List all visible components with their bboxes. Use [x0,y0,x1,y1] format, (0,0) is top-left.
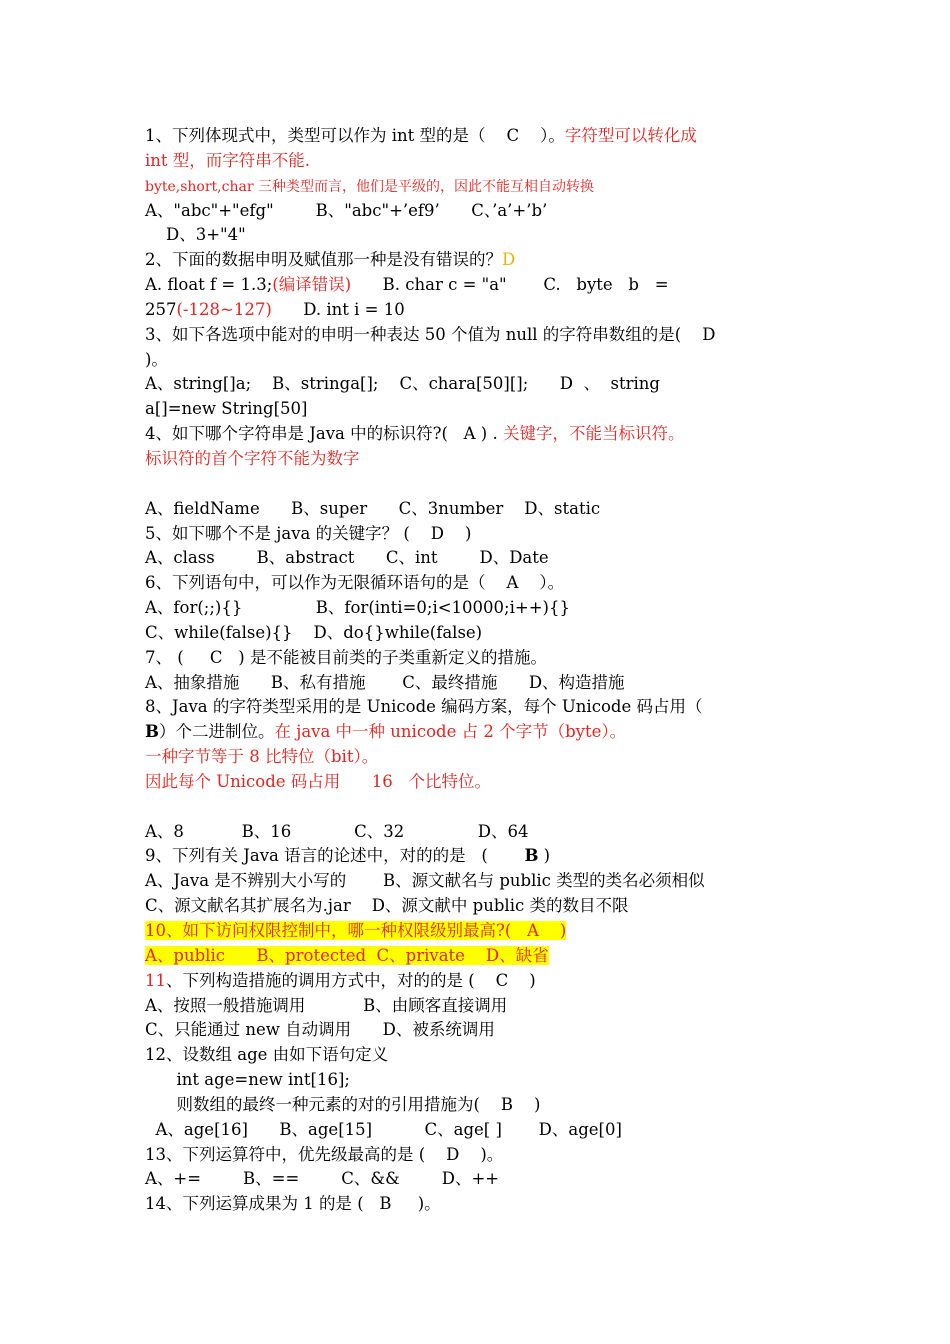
text-line [145,1143,810,1168]
text-segment: 一种字节等于 8 比特位（bit）。 [145,747,379,767]
text-line [145,844,810,869]
text-line [145,248,810,273]
text-segment: 5、如下哪个不是 java 的关键字？ ( D ) [145,523,472,543]
text-segment: D [502,250,516,270]
text-line [145,671,810,696]
text-line [145,497,810,522]
text-line [145,745,810,770]
text-segment: D、3+"4" [145,225,246,245]
text-segment: (编译错误) [272,275,352,295]
text-segment: A、Java 是不辨别大小写的 B、源文献名与 public 类型的类名必须相似 [145,871,705,891]
text-line [145,273,810,298]
text-segment: C、源文献名其扩展名为.jar D、源文献中 public 类的数目不限 [145,896,629,916]
text-line [145,646,810,671]
blank-line [145,795,810,820]
text-line [145,1192,810,1217]
text-line [145,1068,810,1093]
text-segment: A、抽象措施 B、私有措施 C、最终措施 D、构造措施 [145,672,625,692]
text-line [145,720,810,745]
text-segment: 7、 ( C ) 是不能被目前类的子类重新定义的措施。 [145,647,547,667]
text-line [145,944,810,969]
text-segment: 则数组的最终一种元素的对的引用措施为( B ) [145,1094,541,1114]
text-line [145,994,810,1019]
text-line [145,1043,810,1068]
text-line [145,298,810,323]
text-line [145,571,810,596]
text-segment: A、string[]a; B、stringa[]; C、chara[50][]; D 、 string [145,374,660,394]
text-segment: A、按照一般措施调用 B、由顾客直接调用 [145,995,508,1015]
text-line [145,894,810,919]
text-segment: C、只能通过 new 自动调用 D、被系统调用 [145,1020,495,1040]
text-segment: 6、下列语句中，可以作为无限循环语句的是（ A ）。 [145,573,565,593]
text-segment: 11 [145,970,166,990]
text-line [145,323,810,348]
text-line [145,596,810,621]
text-segment: A、"abc"+"efg" B、"abc"+’ef9’ C、’a’+’b’ [145,200,548,220]
text-segment: 字符型可以转化成 [564,126,697,145]
text-segment: 关键字，不能当标识符。 [502,424,685,444]
text-line [145,522,810,547]
text-segment: 13、下列运算符中，优先级最高的是 ( D )。 [145,1144,504,1164]
text-line [145,695,810,720]
text-line [145,348,810,373]
text-segment: B [524,846,539,866]
text-line [145,621,810,646]
text-segment: 12、设数组 age 由如下语句定义 [145,1045,389,1065]
text-segment: 9、下列有关 Java 语言的论述中，对的的是 ( [145,846,525,866]
text-segment: ) [538,846,551,866]
text-segment: (-128~127) [176,299,272,319]
text-segment: 10、如下访问权限控制中，哪一种权限级别最高?( A ) [145,921,567,940]
text-segment: )。 [145,349,168,369]
text-segment: ）个二进制位。 [158,722,275,742]
text-line [145,969,810,994]
text-segment: A、+= B、== C、&& D、++ [145,1169,500,1189]
text-segment: A、age[16] B、age[15] C、age[ ] D、age[0] [145,1119,622,1139]
text-segment: A、for(;;){} B、for(inti=0;i<10000;i++){} [145,598,570,618]
text-line [145,546,810,571]
text-segment: D. int i = 10 [271,299,405,319]
text-segment: 1、下列体现式中，类型可以作为 int 型的是（ C ）。 [145,126,565,145]
text-line [145,1018,810,1043]
text-line [145,447,810,472]
text-segment: 因此每个 Unicode 码占用 16 个比特位。 [145,771,492,791]
blank-line [145,472,810,497]
text-segment: B. char c = "a" C. byte b = [351,275,669,295]
text-line [145,1118,810,1143]
question-list [145,124,810,1217]
text-segment: 4、如下哪个字符串是 Java 中的标识符?( A ) . [145,424,503,444]
text-line [145,1093,810,1118]
text-line [145,820,810,845]
text-segment: 在 java 中一种 unicode 占 2 个字节（byte）。 [274,722,627,742]
text-segment: 2、下面的数据申明及赋值那一种是没有错误的？ [145,250,502,270]
text-line [145,919,810,944]
text-line [145,174,810,199]
text-segment: 257 [145,299,177,319]
text-line [145,372,810,397]
text-line [145,869,810,894]
text-segment: 、下列构造措施的调用方式中，对的的是 ( C ) [166,970,536,990]
text-line [145,199,810,224]
text-segment: C、while(false){} D、do{}while(false) [145,622,483,642]
text-line [145,1167,810,1192]
text-line [145,149,810,174]
text-segment: A、fieldName B、super C、3number D、static [145,498,601,518]
text-segment: int age=new int[16]; [145,1070,350,1090]
text-segment: 3、如下各选项中能对的申明一种表达 50 个值为 null 的字符串数组的是( D [145,324,716,344]
text-segment: int 型，而字符串不能. [145,150,311,170]
text-line [145,422,810,447]
text-segment: 14、下列运算成果为 1 的是 ( B )。 [145,1194,441,1214]
text-segment: 标识符的首个字符不能为数字 [145,448,360,468]
text-segment: byte,short,char 三种类型而言，他们是平级的，因此不能互相自动转换 [145,178,594,195]
text-segment: B [145,722,159,742]
text-segment: A. float f = 1.3; [145,275,273,295]
text-line [145,397,810,422]
text-line [145,124,810,149]
text-line [145,770,810,795]
text-segment: A、class B、abstract C、int D、Date [145,548,549,568]
text-segment: 8、Java 的字符类型采用的是 Unicode 编码方案，每个 Unicode 码占用（ [145,697,703,717]
text-segment: a[]=new String[50] [145,399,308,419]
text-segment: A、8 B、16 C、32 D、64 [145,821,529,841]
text-line [145,223,810,248]
text-segment: A、public B、protected C、private D、缺省 [145,945,549,965]
